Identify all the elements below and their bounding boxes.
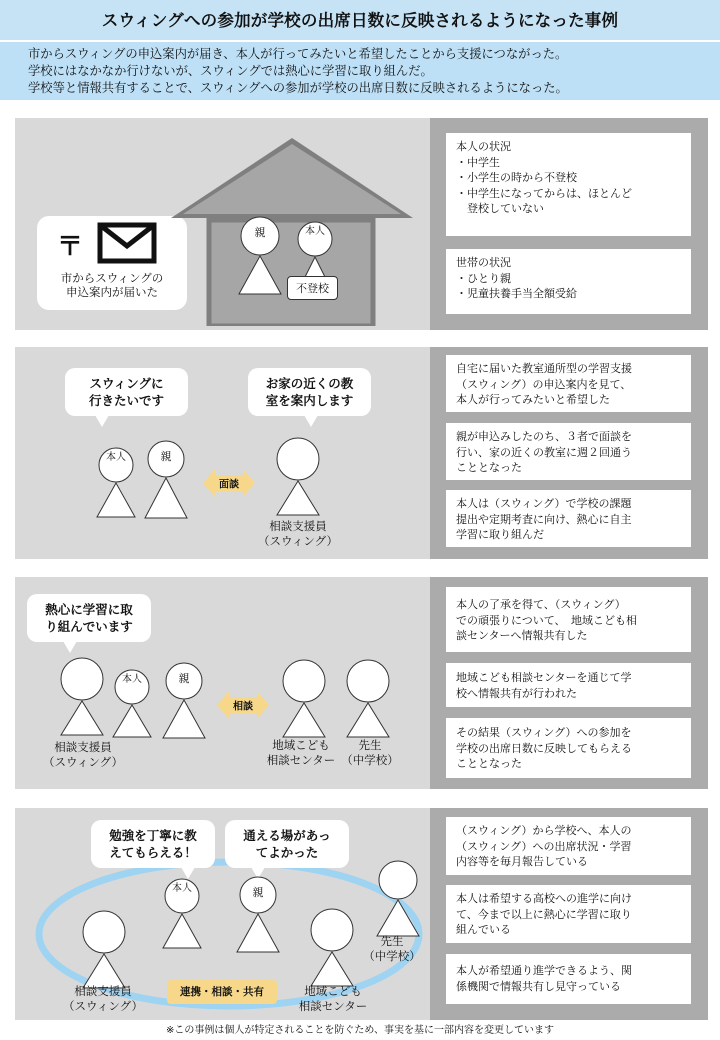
info-box: 地域こども相談センターを通じて学 校へ情報共有が行われた [446,663,691,707]
info-column-2 [430,347,708,559]
info-box: 本人が希望通り進学できるよう、関 係機関で情報共有し見守っている [446,954,691,1004]
staff-figure [273,437,323,517]
postal-mark-icon: 〒 [57,232,84,262]
info-box: 親が申込みしたのち、３者で面談を 行い、家の近くの教室に週２回通う こととなった [446,423,691,480]
self-figure: 本人 [109,669,155,749]
section-4 [15,808,708,1020]
speech-bubble: 熱心に学習に取 り組んでいます [27,594,151,642]
speech-bubble: 通える場があっ てよかった [225,820,349,868]
parent-figure: 親 [159,662,209,742]
center-staff-figure [279,659,329,739]
teacher-figure [373,860,423,940]
section-1 [15,118,708,330]
staff-caption: 相談支援員 （スウィング） [43,740,123,769]
center-caption: 地域こども 相談センター [266,738,336,767]
info-box: （スウィング）から学校へ、本人の （スウィング）への出席状況・学習 内容等を毎月報告している [446,817,691,875]
summary-box [0,42,720,100]
info-box: 本人の了承を得て、（スウィング） での頑張りについて、 地域こども相 談センターへ情報共有した [446,587,691,652]
parent-figure: 親 [141,440,191,520]
link-label: 連携・相談・共有 [167,980,277,1004]
speech-bubble: 勉強を丁寧に教 えてもらえる！ [91,820,215,868]
section-3 [15,577,708,789]
info-box: 本人は希望する高校への進学に向け て、今まで以上に熱心に学習に取り 組んでいる [446,885,691,943]
speech-bubble: スウィングに 行きたいです [65,368,188,416]
envelope-icon [97,222,157,264]
info-column-4 [430,808,708,1020]
info-box: その結果（スウィング）への参加を 学校の出席日数に反映してもらえる こととなった [446,718,691,778]
self-figure: 本人 [293,221,337,301]
staff-figure [79,910,129,990]
summary-line: 学校にはなかなか行けないが、スウィングでは熱心に学習に取り組んだ。 [28,63,433,78]
parent-figure: 親 [233,876,283,956]
status-label: 不登校 [287,276,338,300]
self-figure: 本人 [159,878,205,958]
title-bar [0,0,720,40]
section-2 [15,347,708,559]
center-staff-figure [307,908,357,988]
double-arrow-icon: 相談 [217,691,269,719]
teacher-caption: 先生 （中学校） [341,738,399,767]
self-figure: 本人 [93,447,139,527]
staff-caption: 相談支援員 （スウィング） [63,984,143,1013]
parent-figure: 親 [235,216,285,296]
info-box: 世帯の状況 ・ひとり親 ・児童扶養手当全額受給 [446,249,691,314]
teacher-figure [343,659,393,739]
center-caption: 地域こども 相談センター [298,984,368,1013]
info-box: 本人の状況 ・中学生 ・小学生の時から不登校 ・中学生になってからは、ほとんど 登校していない [446,133,691,236]
speech-bubble: お家の近くの教 室を案内します [248,368,371,416]
info-box: 自宅に届いた教室通所型の学習支援 （スウィング）の申込案内を見て、 本人が行ってみたいと希望した [446,355,691,412]
mail-caption: 市からスウィングの 申込案内が届いた [60,271,164,299]
summary-line: 市からスウィングの申込案内が届き、本人が行ってみたいと希望したことから支援につながった。 [28,47,568,61]
summary-line: 学校等と情報共有することで、スウィングへの参加が学校の出席日数に反映されるようになった。 [28,80,568,95]
staff-caption: 相談支援員 （スウィング） [258,519,338,548]
teacher-caption: 先生 （中学校） [363,934,421,963]
info-column-1 [430,118,708,330]
footnote: ※この事例は個人が特定されることを防ぐため、事実を基に一部内容を変更しています [166,1025,554,1036]
info-box: 本人は（スウィング）で学校の課題 提出や定期考査に向け、熱心に自主 学習に取り組んだ [446,490,691,547]
info-column-3 [430,577,708,789]
double-arrow-icon: 面談 [203,469,255,497]
page-title: スウィングへの参加が学校の出席日数に反映されるようになった事例 [101,11,619,30]
staff-figure [57,657,107,737]
